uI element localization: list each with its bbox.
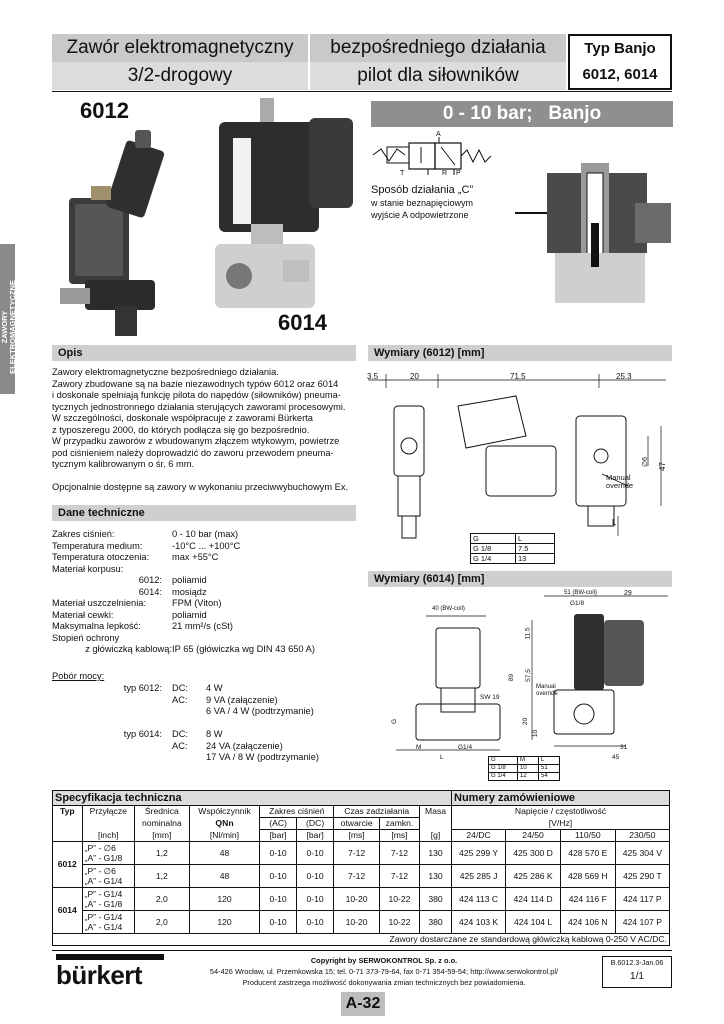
- h-mm: [mm]: [134, 830, 189, 842]
- dim-label: M: [416, 744, 422, 751]
- pobor-value: 24 VA (załączenie): [206, 740, 283, 751]
- dim-label: G1/4: [458, 744, 473, 751]
- cell: 1,2: [134, 865, 189, 888]
- cell: 48: [189, 865, 260, 888]
- dane-key: Stopień ochrony: [52, 632, 120, 643]
- cell: G 1/8: [489, 765, 518, 773]
- cell: 7-12: [379, 842, 419, 865]
- type-box: [568, 34, 672, 90]
- pobor-value: 17 VA / 8 W (podtrzymanie): [206, 752, 319, 762]
- valve-section-drawing: [515, 163, 675, 315]
- cell: 120: [189, 911, 260, 934]
- product-label-6014: 6014: [278, 310, 327, 335]
- burkert-logo-text: bürkert: [56, 960, 143, 990]
- dane-key: Temperatura otoczenia:: [52, 552, 150, 562]
- dane-value: FPM (Viton): [172, 598, 222, 608]
- dane-value: mosiądz: [172, 586, 207, 597]
- opis-text: [52, 367, 362, 494]
- header-title-mid-top: bezpośredniego działania: [310, 34, 566, 62]
- h-dc: (DC): [296, 818, 333, 830]
- cell: 51: [539, 765, 560, 773]
- cell: 0-10: [260, 865, 297, 888]
- manual-override-label: [606, 474, 633, 490]
- table-row: [53, 911, 670, 934]
- order-number: 425 299 Y: [452, 842, 506, 865]
- cell-p: „P” - ∅6: [84, 843, 116, 853]
- h-masa: Masa: [420, 806, 452, 818]
- type-box-line1: Typ Banjo: [584, 40, 656, 57]
- cell-a: „A” - G1/4: [84, 922, 123, 932]
- cell: 2,0: [134, 888, 189, 911]
- manual-line: override: [606, 481, 634, 490]
- opis-line: W przypadku zaworów z wbudowanym złączem wtykowym, powietrze: [52, 436, 340, 446]
- dim-label: 11.5: [524, 627, 532, 640]
- port-A-label: A: [436, 131, 441, 138]
- cell: 2,0: [134, 911, 189, 934]
- valve-symbol: [371, 133, 495, 183]
- dim-label: G: [391, 718, 399, 725]
- header-title-left-top: Zawór elektromagnetyczny: [52, 34, 308, 62]
- cell-a: „A” - G1/4: [84, 876, 123, 886]
- opis-line: i doskonale spełniają funkcję pilota do napędów (siłowników) pneuma-: [52, 390, 341, 400]
- dim-label: 31: [620, 744, 628, 751]
- order-number: 425 286 K: [506, 865, 561, 888]
- dane-value: 21 mm²/s (cSt): [172, 621, 233, 631]
- valve-6014-photo: [205, 98, 355, 313]
- side-tab-label: [1, 252, 25, 402]
- side-tab-line3: 3/2-drogowe: [16, 304, 25, 350]
- h-otw: otwarcie: [334, 818, 380, 830]
- dane-key: Zakres ciśnień:: [52, 529, 115, 539]
- opis-line: pod ciśnieniem należy doprowadzić do zaworu przewodem pneuma-: [52, 447, 334, 458]
- cell-p: „P” - G1/4: [84, 912, 123, 922]
- cell: 0-10: [296, 888, 333, 911]
- cell-a: „A” - G1/8: [84, 899, 123, 909]
- pobor-mode: AC:: [172, 740, 188, 751]
- cell: 120: [189, 888, 260, 911]
- cell: 0-10: [296, 865, 333, 888]
- type-box-line2: 6012, 6014: [582, 66, 658, 83]
- dane-value: 0 - 10 bar (max): [172, 529, 239, 539]
- port-T-label: T: [400, 170, 405, 177]
- cell: 10-22: [379, 888, 419, 911]
- h-ms1: [ms]: [334, 830, 380, 842]
- product-label-6012: 6012: [80, 98, 129, 123]
- cell: 7-12: [379, 865, 419, 888]
- h-srednica: Średnica: [134, 806, 189, 818]
- dane-value: -10°C ... +100°C: [172, 540, 241, 551]
- h-czas: Czas zadziałania: [334, 806, 420, 818]
- h-wsp: Współczynnik: [189, 806, 260, 818]
- footer-note: Producent zastrzega możliwość dokonywania zmian technicznych bez powiadomienia.: [242, 978, 526, 987]
- cell: 130: [420, 842, 452, 865]
- h-bar1: [bar]: [260, 830, 297, 842]
- dim-label: SW 19: [480, 694, 500, 701]
- h-inch: [inch]: [82, 830, 134, 842]
- spec-table: [52, 790, 670, 946]
- table-row: [53, 865, 670, 888]
- wym6012-table: [470, 533, 555, 564]
- cell: 10: [518, 765, 539, 773]
- opis-header: Opis: [52, 345, 356, 361]
- dane-value: IP 65 (główiczka wg DIN 43 650 A): [172, 644, 315, 654]
- manual-line: Manual: [606, 473, 631, 482]
- order-number: 424 117 P: [615, 888, 669, 911]
- dim-label: 3.5: [367, 372, 379, 381]
- port-R-label: R: [442, 170, 448, 177]
- footer-address: 54-426 Wrocław, ul. Przemkowska 15; tel. 0-71 373-79-64, fax 0-71 354-59-54; http://www.serwokontrol.pl/: [209, 967, 559, 976]
- dim-label: 10: [532, 729, 540, 738]
- cell: 13: [516, 554, 555, 564]
- manual-override-label-6014: [536, 684, 558, 698]
- dane-key: Temperatura medium:: [52, 540, 143, 551]
- pobor-typ: typ 6014:: [123, 729, 162, 739]
- page-number: A-32: [341, 992, 385, 1016]
- cell: 0-10: [296, 911, 333, 934]
- header-title-left-bottom: 3/2-drogowy: [52, 62, 308, 90]
- opis-line: [52, 471, 362, 483]
- cell: G 1/4: [471, 554, 516, 564]
- dim-label: 29: [624, 590, 632, 597]
- dim-label: ∅6: [642, 457, 649, 467]
- header-title-mid-bottom: pilot dla siłowników: [310, 62, 566, 90]
- order-number: 424 114 D: [506, 888, 561, 911]
- cell: 1,2: [134, 842, 189, 865]
- order-number: 424 106 N: [560, 911, 615, 934]
- manual-line: override: [536, 691, 558, 697]
- dane-header: Dane techniczne: [52, 505, 356, 521]
- cell-p: „P” - ∅6: [84, 866, 116, 876]
- spec-footnote: Zawory dostarczane ze standardową główiczką kablową 0-250 V AC/DC.: [53, 934, 670, 946]
- pobor-value: 4 W: [206, 683, 223, 693]
- opis-line: tycznym kalibrowanym o śr. 6 mm.: [52, 459, 195, 469]
- pobor-value: 8 W: [206, 729, 223, 739]
- order-number: 425 285 J: [452, 865, 506, 888]
- doc-page: 1/1: [630, 971, 644, 982]
- dim-label: L: [612, 518, 617, 527]
- cell: 54: [539, 773, 560, 781]
- h-ms2: [ms]: [379, 830, 419, 842]
- spec-title: Specyfikacja techniczna: [53, 791, 452, 806]
- pobor-table: [52, 683, 362, 764]
- cell: G: [471, 534, 516, 544]
- pobor-title: Pobór mocy:: [52, 671, 105, 681]
- dim-label: 71.5: [510, 372, 526, 381]
- order-number: 424 113 C: [452, 888, 506, 911]
- order-number: 428 569 H: [560, 865, 615, 888]
- order-number: 425 304 V: [615, 842, 669, 865]
- cell: 380: [420, 888, 452, 911]
- cell: G 1/8: [471, 544, 516, 554]
- dim-label: 57.5: [524, 669, 532, 682]
- cell: G: [489, 757, 518, 765]
- side-tab-line1: ZAWORY: [0, 310, 9, 344]
- cell: 48: [189, 842, 260, 865]
- dane-key: 6012:: [138, 575, 162, 585]
- cell: 7-12: [334, 842, 380, 865]
- pobor-typ: typ 6012:: [123, 683, 162, 693]
- table-row: [53, 842, 670, 865]
- cell: 10-20: [334, 888, 380, 911]
- dane-value: max +55°C: [172, 552, 219, 562]
- cell: 0-10: [260, 888, 297, 911]
- cell: L: [539, 757, 560, 765]
- dane-key: Materiał uszczelnienia:: [52, 598, 147, 608]
- cell: 130: [420, 865, 452, 888]
- dane-key: 6014:: [138, 586, 162, 597]
- order-number: 425 300 D: [506, 842, 561, 865]
- order-number: 424 107 P: [615, 911, 669, 934]
- h-vhz: [V/Hz]: [452, 818, 670, 830]
- cell: G 1/4: [489, 773, 518, 781]
- pobor-value: 9 VA (załączenie): [206, 694, 278, 705]
- symbol-desc2: wyjście A odpowietrzone: [371, 210, 469, 220]
- wym6014-header: Wymiary (6014) [mm]: [368, 571, 672, 587]
- footer-copyright: Copyright by SERWOKONTROL Sp. z o.o.: [310, 956, 458, 965]
- dim-label: G1/8: [570, 600, 585, 607]
- dane-key: Materiał korpusu:: [52, 563, 124, 574]
- dane-key: z główiczką kablową:: [85, 644, 172, 654]
- cell: 7-12: [334, 865, 380, 888]
- cell-typ: 6012: [53, 842, 83, 888]
- cell: 7.5: [516, 544, 555, 554]
- pobor-mode: DC:: [172, 683, 189, 693]
- dim-label: 40 (BW-coil): [432, 606, 465, 612]
- dim-label: 45: [612, 754, 620, 761]
- doc-code-box: [602, 956, 672, 988]
- dim-label: 20: [522, 717, 530, 726]
- order-title: Numery zamówieniowe: [452, 791, 670, 806]
- pobor-value: 6 VA / 4 W (podtrzymanie): [206, 706, 314, 716]
- burkert-logo: [56, 954, 164, 988]
- manual-line: Manual: [536, 684, 556, 690]
- h-v4: 230/50: [615, 830, 669, 842]
- port-P-label: P: [456, 170, 461, 177]
- h-przylacze: Przyłącze: [82, 806, 134, 818]
- cell: 10-20: [334, 911, 380, 934]
- cell: L: [516, 534, 555, 544]
- h-v3: 110/50: [560, 830, 615, 842]
- dim-label: L: [440, 754, 444, 761]
- h-qnn: QNn: [189, 818, 260, 830]
- order-number: 428 570 E: [560, 842, 615, 865]
- pobor-mode: DC:: [172, 729, 189, 739]
- dim-label: 51 (BW-coil): [564, 590, 597, 596]
- opis-line: Zawory zbudowane są na bazie niezawodnych typów 6012 oraz 6014: [52, 378, 339, 389]
- wym6014-table: [488, 756, 560, 781]
- h-nominalna: nominalna: [134, 818, 189, 830]
- cell: 10-22: [379, 911, 419, 934]
- dim-label: 47: [657, 462, 667, 471]
- side-tab-line2: ELEKTROMAGNETYCZNE: [8, 280, 17, 374]
- dim-label: 89: [508, 673, 516, 682]
- cell: 0-10: [260, 911, 297, 934]
- dim-label: 20: [410, 372, 419, 381]
- h-napiecie: Napięcie / częstotliwość: [452, 806, 670, 818]
- footer-rule: [52, 950, 672, 951]
- order-number: 425 290 T: [615, 865, 669, 888]
- order-number: 424 103 K: [452, 911, 506, 934]
- h-typ: Typ: [53, 806, 83, 818]
- h-ac: (AC): [260, 818, 297, 830]
- cell: 12: [518, 773, 539, 781]
- opis-line: Opcjonalnie dostępne są zawory w wykonaniu przeciwwybuchowym Ex.: [52, 482, 349, 492]
- h-g: [g]: [420, 830, 452, 842]
- cell: 0-10: [296, 842, 333, 865]
- opis-line: Zawory elektromagnetyczne bezpośredniego działania.: [52, 367, 279, 377]
- opis-line: z typoszeregu 2000, do których podłącza się go bezpośrednio.: [52, 424, 310, 435]
- cell-p: „P” - G1/4: [84, 889, 123, 899]
- doc-code: B.6012.3-Jan.06: [610, 958, 664, 967]
- cell: 0-10: [260, 842, 297, 865]
- wym6012-header: Wymiary (6012) [mm]: [368, 345, 672, 361]
- cell-a: „A” - G1/8: [84, 853, 123, 863]
- order-number: 424 116 F: [560, 888, 615, 911]
- h-zam: zamkn.: [379, 818, 419, 830]
- cell-typ: 6014: [53, 888, 83, 934]
- h-v1: 24/DC: [452, 830, 506, 842]
- table-row: [53, 888, 670, 911]
- cell: M: [518, 757, 539, 765]
- pressure-banner: 0 - 10 bar; Banjo: [371, 101, 673, 127]
- h-v2: 24/50: [506, 830, 561, 842]
- h-bar2: [bar]: [296, 830, 333, 842]
- h-nlmin: [Nl/min]: [189, 830, 260, 842]
- pobor-mode: AC:: [172, 694, 188, 705]
- dane-key: Maksymalna lepkość:: [52, 621, 141, 631]
- order-number: 424 104 L: [506, 911, 561, 934]
- h-zakres: Zakres ciśnień: [260, 806, 334, 818]
- dane-value: poliamid: [172, 609, 207, 620]
- dane-table: [52, 529, 362, 656]
- symbol-caption: Sposób działania „C”: [371, 184, 474, 196]
- header-rule: [52, 91, 672, 92]
- opis-line: W szczególności, doskonale współpracuje z zaworami Bürkerta: [52, 413, 313, 423]
- dane-key: Materiał cewki:: [52, 609, 114, 620]
- dane-value: poliamid: [172, 575, 207, 585]
- dim-label: 25.3: [616, 372, 632, 381]
- valve-6012-photo: [55, 130, 185, 340]
- opis-line: tycznych jednostronnego działania sterujących zaworami procesowymi.: [52, 401, 346, 412]
- symbol-desc1: w stanie beznapięciowym: [371, 198, 474, 208]
- cell: 380: [420, 911, 452, 934]
